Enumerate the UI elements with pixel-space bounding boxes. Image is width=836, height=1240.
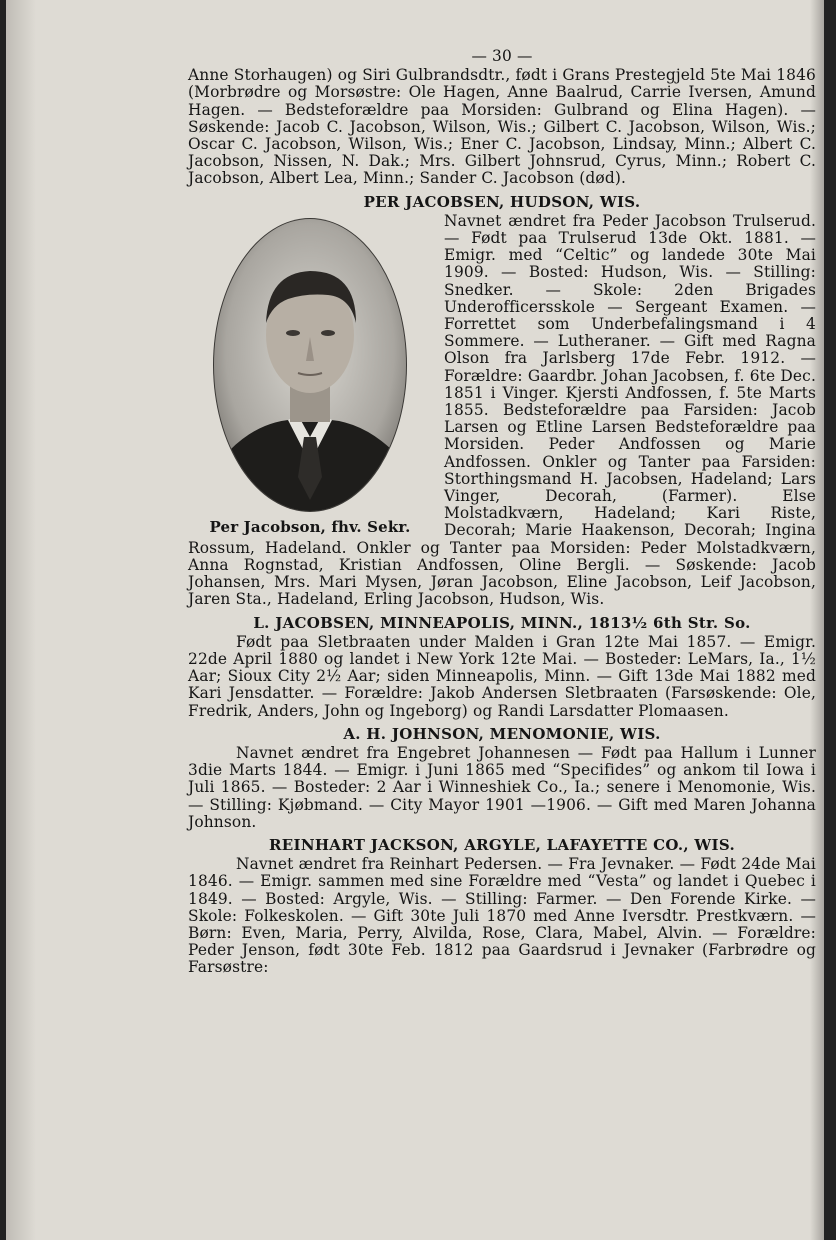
page-binding-shadow	[6, 0, 36, 1240]
entry-text-reinhart-jackson: Navnet ændret fra Reinhart Pedersen. — Fra Jevnaker. — Født 24de Mai 1846. — Emigr. sammen med sine Forældre med “Vesta” og landet i Quebec i 1849. — Bosted: Argyle, Wis. — Stilling: Farmer. — Den Forende Kirke. — Skole: Folkeskolen. — Gift 30te Juli 1870 med Anne Iversdtr. Prestkværn. — Børn: Even, Maria, Perry, Alvilda, Rose, Clara, Mabel, Alvin. — Forældre: Peder Jenson, født 30te Feb. 1812 paa Gaardsrud i Jevnaker (Farbrødre og Farsøstre:	[188, 855, 816, 977]
portrait-photo	[210, 215, 410, 515]
portrait-caption: Per Jacobson, fhv. Sekr.	[209, 517, 411, 536]
entry-text-l-jacobsen: Født paa Sletbraaten under Malden i Gran 12te Mai 1857. — Emigr. 22de April 1880 og landet i New York 12te Mai. — Bosteder: LeMars, Ia., 1½ Aar; Sioux City 2½ Aar; siden Minneapolis, Minn. — Gift 13de Mai 1882 med Kari Jensdatter. — Forældre: Jakob Andersen Sletbraaten (Farsøskende: Ole, Fredrik, Anders, John og Ingeborg) og Randi Larsdatter Plomaasen.	[188, 632, 816, 720]
entry-per-jacobsen	[188, 213, 816, 609]
entry-heading-a-h-johnson: A. H. JOHNSON, MENOMONIE, WIS.	[343, 724, 661, 743]
entry-heading-l-jacobsen: L. JACOBSEN, MINNEAPOLIS, MINN., 1813½ 6th Str. So.	[253, 613, 751, 632]
book-page	[6, 0, 824, 1240]
entry-text-per-jacobsen: Navnet ændret fra Peder Jacobson Trulserud. — Født paa Trulserud 13de Okt. 1881. — Emigr. med “Celtic” og landede 30te Mai 1909. — Bosted: Hudson, Wis. — Stilling: Snedker. — Skole: 2den Brigades Underofficersskole — Sergeant Examen. — Forrettet som Underbefalingsmand i 4 Sommere. — Lutheraner. — Gift med Ragna Olson fra Jarlsberg 17de Febr. 1912. — Forældre: Gaardbr. Johan Jacobsen, f. 6te Dec. 1851 i Vinger. Kjersti Andfossen, f. 5te Marts 1855. Bedsteforældre paa Farsiden: Jacob Larsen og Etline Larsen Bedsteforældre paa Morsiden. Peder Andfossen og Marie Andfossen. Onkler og Tanter paa Farsiden: Storthingsmand H. Jacobsen, Hadeland; Lars Vinger, Decorah, (Farmer). Else Molstadkværn, Hadeland; Kari Riste, Decorah; Marie Haakenson, Decorah; Ingina Rossum, Hadeland. Onkler og Tanter paa Morsiden: Peder Molstadkværn, Anna Rognstad, Kristian Andfossen, Oline Bergli. — Søskende: Jacob Johansen, Mrs. Mari Mysen, Jøran Jacobson, Eline Jacobson, Leif Jacobson, Jaren Sta., Hadeland, Erling Jacobson, Hudson, Wis.	[188, 211, 816, 609]
intro-paragraph: Anne Storhaugen) og Siri Gulbrandsdtr., født i Grans Prestegjeld 5te Mai 1846 (Morbrødre og Morsøstre: Ole Hagen, Anne Baalrud, Carrie Iversen, Amund Hagen. — Bedsteforældre paa Morsiden: Gulbrand og Elina Hagen). — Søskende: Jacob C. Jacobson, Wilson, Wis.; Gilbert C. Jacobson, Wilson, Wis.; Oscar C. Jacobson, Wilson, Wis.; Ener C. Jacobson, Lindsay, Minn.; Albert C. Jacobson, Nissen, N. Dak.; Mrs. Gilbert Johnsrud, Cyrus, Minn.; Robert C. Jacobson, Albert Lea, Minn.; Sander C. Jacobson (død).	[188, 66, 816, 188]
page-number: — 30 —	[471, 47, 533, 65]
page-text	[188, 48, 816, 977]
entry-heading-per-jacobsen: PER JACOBSEN, HUDSON, WIS.	[363, 192, 641, 211]
entry-text-a-h-johnson: Navnet ændret fra Engebret Johannesen — Født paa Hallum i Lunner 3die Marts 1844. — Emigr. i Juni 1865 med “Specifides” og ankom til Iowa i Juli 1865. — Bosteder: 2 Aar i Winneshiek Co., Ia.; senere i Menomonie, Wis. — Stilling: Kjøbmand. — City Mayor 1901 —1906. — Gift med Maren Johanna Johnson.	[188, 743, 816, 831]
entry-heading-reinhart-jackson: REINHART JACKSON, ARGYLE, LAFAYETTE CO., WIS.	[269, 835, 735, 854]
portrait-block	[182, 213, 438, 536]
